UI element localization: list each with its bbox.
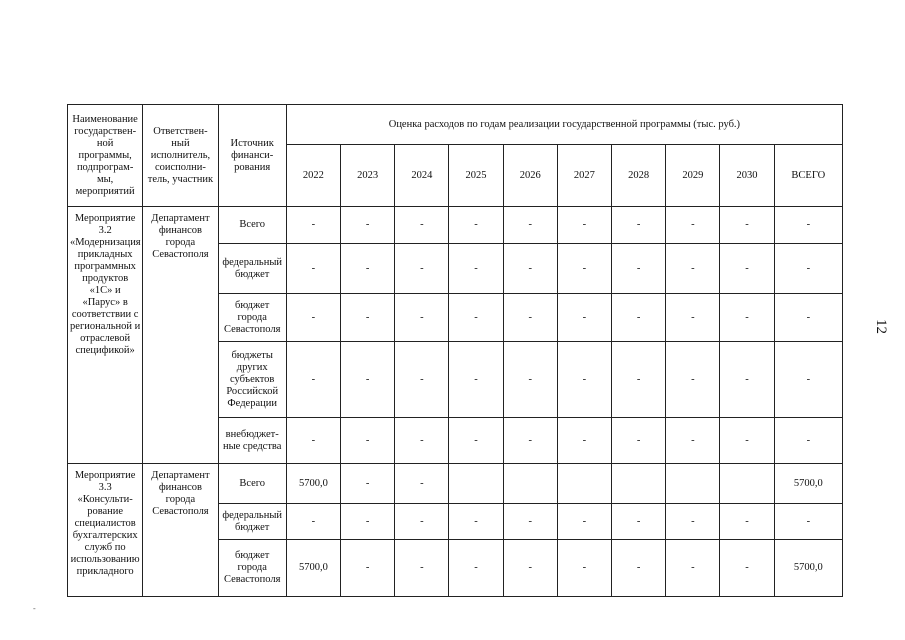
funding-source: Всего (218, 464, 286, 504)
funding-source: Всего (218, 207, 286, 244)
funding-source: внебюджет-ные средства (218, 418, 286, 464)
value-cell: - (395, 464, 449, 504)
header-total: ВСЕГО (774, 145, 842, 207)
value-cell: - (341, 207, 395, 244)
value-cell: - (612, 207, 666, 244)
value-cell: - (666, 418, 720, 464)
value-cell: - (720, 418, 774, 464)
value-cell: - (557, 244, 611, 294)
value-cell: - (557, 540, 611, 597)
value-cell: - (557, 207, 611, 244)
value-cell: - (395, 342, 449, 418)
header-year: 2029 (666, 145, 720, 207)
funding-source: бюджет города Севастополя (218, 540, 286, 597)
value-cell: - (286, 504, 340, 540)
value-cell: - (612, 418, 666, 464)
value-cell: - (666, 504, 720, 540)
value-cell: - (286, 342, 340, 418)
value-cell: - (395, 540, 449, 597)
header-year: 2022 (286, 145, 340, 207)
table-row (68, 207, 843, 244)
total-cell: - (774, 504, 842, 540)
header-year: 2023 (341, 145, 395, 207)
value-cell: - (395, 418, 449, 464)
value-cell: - (503, 504, 557, 540)
value-cell: - (720, 244, 774, 294)
value-cell: - (612, 504, 666, 540)
value-cell: - (341, 418, 395, 464)
value-cell (557, 464, 611, 504)
value-cell: - (720, 504, 774, 540)
value-cell (720, 464, 774, 504)
header-executor: Ответствен-ный исполнитель, соисполни-тель, участник (143, 105, 218, 207)
measure-executor: Департамент финансов города Севастополя (143, 207, 218, 464)
value-cell: - (449, 342, 503, 418)
value-cell: - (666, 342, 720, 418)
total-cell: - (774, 207, 842, 244)
value-cell: - (341, 294, 395, 342)
funding-source: федеральный бюджет (218, 244, 286, 294)
value-cell: - (286, 418, 340, 464)
value-cell: - (449, 207, 503, 244)
header-year: 2025 (449, 145, 503, 207)
value-cell (612, 464, 666, 504)
value-cell: - (666, 207, 720, 244)
value-cell: - (449, 540, 503, 597)
value-cell: - (720, 294, 774, 342)
measure-name: Мероприятие 3.3 «Консульти-рование специалистов бухгалтерских служб по использованию прикладного (68, 464, 143, 597)
margin-mark: - (33, 604, 36, 613)
total-cell: 5700,0 (774, 464, 842, 504)
value-cell: - (557, 418, 611, 464)
total-cell: 5700,0 (774, 540, 842, 597)
table-row (68, 464, 843, 504)
value-cell: - (720, 540, 774, 597)
value-cell: - (341, 504, 395, 540)
value-cell: - (503, 294, 557, 342)
header-name: Наименование государствен-ной программы, подпрограм-мы, мероприятий (68, 105, 143, 207)
header-year: 2030 (720, 145, 774, 207)
value-cell: - (341, 244, 395, 294)
value-cell: - (395, 504, 449, 540)
value-cell: - (612, 294, 666, 342)
value-cell: - (503, 207, 557, 244)
value-cell: - (503, 244, 557, 294)
value-cell: - (449, 244, 503, 294)
value-cell: - (503, 540, 557, 597)
value-cell: - (341, 464, 395, 504)
value-cell: - (449, 418, 503, 464)
value-cell: - (666, 244, 720, 294)
funding-source: бюджеты других субъектов Российской Федерации (218, 342, 286, 418)
value-cell: - (286, 244, 340, 294)
header-estimate: Оценка расходов по годам реализации государственной программы (тыс. руб.) (286, 105, 842, 145)
value-cell: - (449, 294, 503, 342)
total-cell: - (774, 418, 842, 464)
value-cell: - (612, 244, 666, 294)
header-source: Источник финанси-рования (218, 105, 286, 207)
value-cell: - (286, 294, 340, 342)
value-cell: - (557, 342, 611, 418)
total-cell: - (774, 294, 842, 342)
value-cell: - (395, 294, 449, 342)
value-cell: - (395, 207, 449, 244)
value-cell: - (341, 342, 395, 418)
funding-source: бюджет города Севастополя (218, 294, 286, 342)
value-cell: - (503, 342, 557, 418)
value-cell: - (449, 504, 503, 540)
measure-executor: Департамент финансов города Севастополя (143, 464, 218, 597)
value-cell: 5700,0 (286, 464, 340, 504)
value-cell: - (341, 540, 395, 597)
value-cell (666, 464, 720, 504)
value-cell: 5700,0 (286, 540, 340, 597)
value-cell: - (503, 418, 557, 464)
value-cell: - (612, 342, 666, 418)
value-cell: - (286, 207, 340, 244)
value-cell: - (666, 540, 720, 597)
header-year: 2027 (557, 145, 611, 207)
value-cell (503, 464, 557, 504)
value-cell: - (720, 207, 774, 244)
total-cell: - (774, 244, 842, 294)
value-cell: - (612, 540, 666, 597)
budget-table (67, 104, 843, 597)
value-cell (449, 464, 503, 504)
value-cell: - (666, 294, 720, 342)
value-cell: - (557, 504, 611, 540)
funding-source: федеральный бюджет (218, 504, 286, 540)
header-year: 2026 (503, 145, 557, 207)
value-cell: - (395, 244, 449, 294)
total-cell: - (774, 342, 842, 418)
header-year: 2028 (612, 145, 666, 207)
page-number: 12 (873, 319, 889, 334)
value-cell: - (557, 294, 611, 342)
header-year: 2024 (395, 145, 449, 207)
measure-name: Мероприятие 3.2 «Модернизация прикладных программных продуктов «1С» и «Парус» в соответствии с региональной и отраслевой спецификой» (68, 207, 143, 464)
value-cell: - (720, 342, 774, 418)
